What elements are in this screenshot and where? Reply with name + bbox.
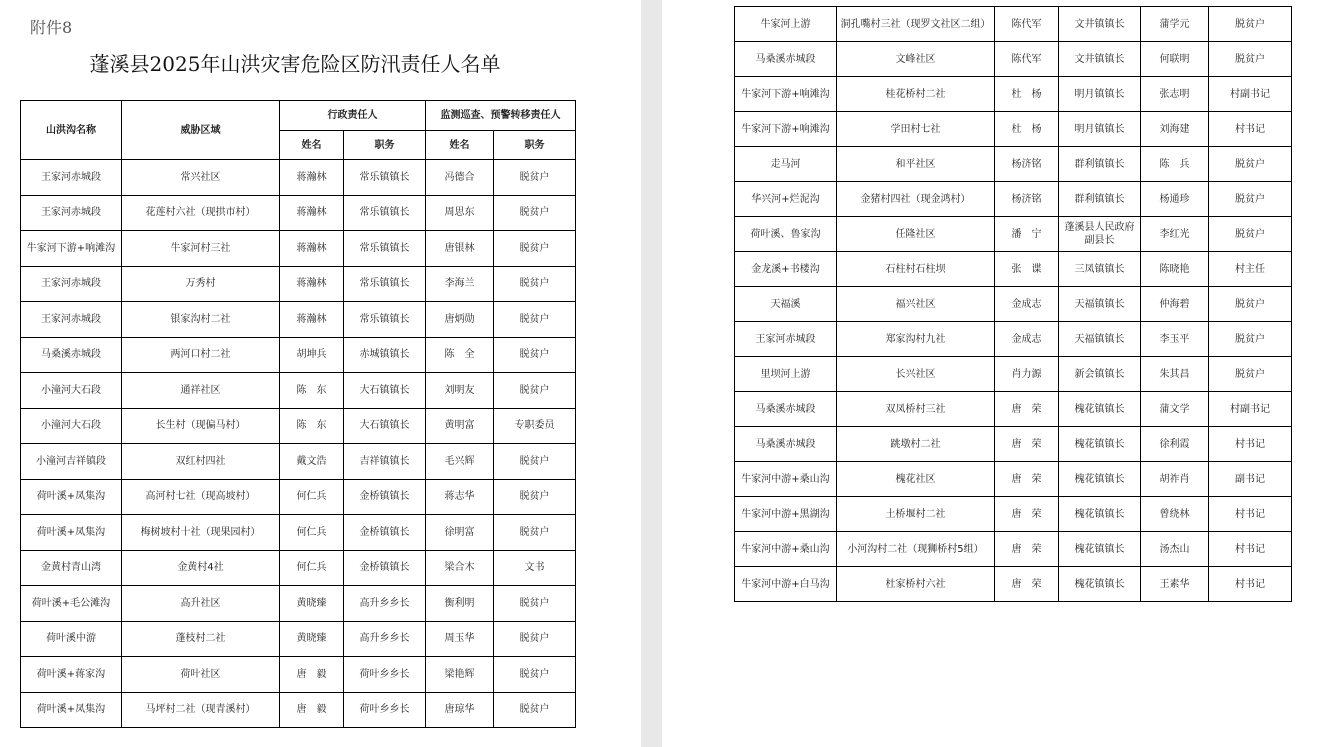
threat-area-cell: 银家沟村二社 bbox=[122, 302, 280, 338]
threat-area-cell: 马坪村二社（现青溪村） bbox=[122, 692, 280, 728]
admin-name-cell: 陈 东 bbox=[280, 408, 344, 444]
admin-name-cell: 张 谍 bbox=[995, 252, 1059, 287]
monitor-name-cell: 衡利明 bbox=[426, 586, 494, 622]
admin-position-cell: 大石镇镇长 bbox=[344, 373, 426, 409]
gully-name-cell: 马桑溪赤城段 bbox=[21, 337, 122, 373]
admin-position-cell: 槐花镇镇长 bbox=[1059, 497, 1141, 532]
gully-name-cell: 牛家河下游+响滩沟 bbox=[21, 231, 122, 267]
admin-name-cell: 杜 杨 bbox=[995, 77, 1059, 112]
monitor-position-cell: 脱贫户 bbox=[494, 586, 576, 622]
monitor-name-cell: 李玉平 bbox=[1141, 322, 1209, 357]
monitor-name-cell: 朱其昌 bbox=[1141, 357, 1209, 392]
admin-name-cell: 陈 东 bbox=[280, 373, 344, 409]
admin-position-cell: 高升乡乡长 bbox=[344, 621, 426, 657]
threat-area-cell: 长生村（现偏马村） bbox=[122, 408, 280, 444]
table-row bbox=[735, 427, 1292, 462]
monitor-position-cell: 脱贫户 bbox=[494, 621, 576, 657]
table-row bbox=[735, 287, 1292, 322]
header-admin-position: 职务 bbox=[344, 131, 426, 160]
threat-area-cell: 槐花社区 bbox=[837, 462, 995, 497]
admin-name-cell: 何仁兵 bbox=[280, 479, 344, 515]
monitor-name-cell: 刘海建 bbox=[1141, 112, 1209, 147]
gully-name-cell: 牛家河中游+白马沟 bbox=[735, 567, 837, 602]
monitor-position-cell: 脱贫户 bbox=[494, 337, 576, 373]
gully-name-cell: 金龙溪+书楼沟 bbox=[735, 252, 837, 287]
admin-position-cell: 高升乡乡长 bbox=[344, 586, 426, 622]
table-row bbox=[21, 444, 576, 480]
monitor-position-cell: 脱贫户 bbox=[1209, 322, 1292, 357]
admin-name-cell: 唐 荣 bbox=[995, 497, 1059, 532]
gully-name-cell: 荷叶溪+凤集沟 bbox=[21, 515, 122, 551]
threat-area-cell: 学田村七社 bbox=[837, 112, 995, 147]
table-row bbox=[21, 515, 576, 551]
threat-area-cell: 桂花桥村二社 bbox=[837, 77, 995, 112]
monitor-position-cell: 村书记 bbox=[1209, 112, 1292, 147]
gully-name-cell: 牛家河下游+响滩沟 bbox=[735, 77, 837, 112]
table-row bbox=[735, 532, 1292, 567]
monitor-name-cell: 唐炳勋 bbox=[426, 302, 494, 338]
gully-name-cell: 马桑溪赤城段 bbox=[735, 392, 837, 427]
threat-area-cell: 福兴社区 bbox=[837, 287, 995, 322]
admin-name-cell: 唐 荣 bbox=[995, 462, 1059, 497]
monitor-position-cell: 脱贫户 bbox=[494, 195, 576, 231]
gully-name-cell: 荷叶溪中游 bbox=[21, 621, 122, 657]
admin-position-cell: 新会镇镇长 bbox=[1059, 357, 1141, 392]
monitor-name-cell: 蒲学元 bbox=[1141, 7, 1209, 42]
admin-position-cell: 荷叶乡乡长 bbox=[344, 657, 426, 693]
gully-name-cell: 荷叶溪、鲁家沟 bbox=[735, 217, 837, 252]
admin-position-cell: 吉祥镇镇长 bbox=[344, 444, 426, 480]
table-row bbox=[21, 160, 576, 196]
threat-area-cell: 高升社区 bbox=[122, 586, 280, 622]
admin-position-cell: 明月镇镇长 bbox=[1059, 77, 1141, 112]
table-row bbox=[21, 657, 576, 693]
admin-name-cell: 杨济铭 bbox=[995, 182, 1059, 217]
gully-name-cell: 荷叶溪+凤集沟 bbox=[21, 479, 122, 515]
header-threat-area: 威胁区域 bbox=[122, 101, 280, 160]
admin-name-cell: 蒋瀚林 bbox=[280, 302, 344, 338]
admin-position-cell: 常乐镇镇长 bbox=[344, 160, 426, 196]
gully-name-cell: 里坝河上游 bbox=[735, 357, 837, 392]
table-row bbox=[735, 252, 1292, 287]
admin-name-cell: 唐 荣 bbox=[995, 392, 1059, 427]
responsibility-table-right bbox=[734, 6, 1292, 602]
admin-name-cell: 陈代军 bbox=[995, 7, 1059, 42]
monitor-position-cell: 脱贫户 bbox=[1209, 287, 1292, 322]
gully-name-cell: 天福溪 bbox=[735, 287, 837, 322]
monitor-position-cell: 脱贫户 bbox=[494, 515, 576, 551]
admin-name-cell: 唐 荣 bbox=[995, 427, 1059, 462]
header-admin-name: 姓名 bbox=[280, 131, 344, 160]
monitor-name-cell: 黄明富 bbox=[426, 408, 494, 444]
monitor-position-cell: 副书记 bbox=[1209, 462, 1292, 497]
threat-area-cell: 梅树坡村十社（现果园村） bbox=[122, 515, 280, 551]
monitor-name-cell: 冯德合 bbox=[426, 160, 494, 196]
monitor-name-cell: 王素华 bbox=[1141, 567, 1209, 602]
table-row bbox=[21, 373, 576, 409]
monitor-name-cell: 刘明友 bbox=[426, 373, 494, 409]
admin-position-cell: 金桥镇镇长 bbox=[344, 515, 426, 551]
gully-name-cell: 荷叶溪+毛公滩沟 bbox=[21, 586, 122, 622]
gully-name-cell: 王家河赤城段 bbox=[21, 195, 122, 231]
admin-position-cell: 明月镇镇长 bbox=[1059, 112, 1141, 147]
admin-position-cell: 常乐镇镇长 bbox=[344, 302, 426, 338]
admin-name-cell: 唐 荣 bbox=[995, 532, 1059, 567]
monitor-name-cell: 仲海碧 bbox=[1141, 287, 1209, 322]
gully-name-cell: 王家河赤城段 bbox=[735, 322, 837, 357]
table-row bbox=[21, 408, 576, 444]
admin-position-cell: 金桥镇镇长 bbox=[344, 479, 426, 515]
threat-area-cell: 双红村四社 bbox=[122, 444, 280, 480]
monitor-position-cell: 脱贫户 bbox=[1209, 182, 1292, 217]
table-row bbox=[21, 586, 576, 622]
gully-name-cell: 荷叶溪+凤集沟 bbox=[21, 692, 122, 728]
admin-position-cell: 槐花镇镇长 bbox=[1059, 532, 1141, 567]
admin-name-cell: 黄晓臻 bbox=[280, 586, 344, 622]
threat-area-cell: 蓬枝村二社 bbox=[122, 621, 280, 657]
admin-position-cell: 常乐镇镇长 bbox=[344, 195, 426, 231]
monitor-position-cell: 脱贫户 bbox=[1209, 7, 1292, 42]
monitor-name-cell: 周玉华 bbox=[426, 621, 494, 657]
gully-name-cell: 王家河赤城段 bbox=[21, 302, 122, 338]
threat-area-cell: 金猪村四社（现金鸿村） bbox=[837, 182, 995, 217]
gully-name-cell: 马桑溪赤城段 bbox=[735, 42, 837, 77]
monitor-name-cell: 陈 兵 bbox=[1141, 147, 1209, 182]
header-monitor-position: 职务 bbox=[494, 131, 576, 160]
monitor-name-cell: 何联明 bbox=[1141, 42, 1209, 77]
table-row bbox=[735, 182, 1292, 217]
table-row bbox=[21, 266, 576, 302]
monitor-position-cell: 脱贫户 bbox=[1209, 147, 1292, 182]
monitor-name-cell: 唐银林 bbox=[426, 231, 494, 267]
monitor-position-cell: 脱贫户 bbox=[494, 373, 576, 409]
admin-name-cell: 潘 宁 bbox=[995, 217, 1059, 252]
attachment-label: 附件8 bbox=[30, 18, 73, 37]
document-title: 蓬溪县2025年山洪灾害危险区防汛责任人名单 bbox=[89, 52, 501, 76]
monitor-name-cell: 李红光 bbox=[1141, 217, 1209, 252]
admin-position-cell: 槐花镇镇长 bbox=[1059, 427, 1141, 462]
gully-name-cell: 荷叶溪+蒋家沟 bbox=[21, 657, 122, 693]
gully-name-cell: 走马河 bbox=[735, 147, 837, 182]
admin-position-cell: 常乐镇镇长 bbox=[344, 266, 426, 302]
table-row bbox=[735, 357, 1292, 392]
threat-area-cell: 文峰社区 bbox=[837, 42, 995, 77]
gully-name-cell: 王家河赤城段 bbox=[21, 160, 122, 196]
table-row bbox=[735, 497, 1292, 532]
admin-name-cell: 何仁兵 bbox=[280, 515, 344, 551]
monitor-name-cell: 陈晓艳 bbox=[1141, 252, 1209, 287]
admin-name-cell: 肖力源 bbox=[995, 357, 1059, 392]
monitor-name-cell: 徐明富 bbox=[426, 515, 494, 551]
monitor-position-cell: 脱贫户 bbox=[494, 692, 576, 728]
threat-area-cell: 任隆社区 bbox=[837, 217, 995, 252]
threat-area-cell: 万秀村 bbox=[122, 266, 280, 302]
table-row bbox=[735, 322, 1292, 357]
monitor-name-cell: 唐琼华 bbox=[426, 692, 494, 728]
admin-position-cell: 常乐镇镇长 bbox=[344, 231, 426, 267]
table-row bbox=[21, 195, 576, 231]
monitor-name-cell: 周思东 bbox=[426, 195, 494, 231]
monitor-position-cell: 脱贫户 bbox=[494, 266, 576, 302]
threat-area-cell: 花莲村六社（现拱市村） bbox=[122, 195, 280, 231]
monitor-name-cell: 梁合木 bbox=[426, 550, 494, 586]
monitor-position-cell: 脱贫户 bbox=[494, 479, 576, 515]
threat-area-cell: 和平社区 bbox=[837, 147, 995, 182]
monitor-name-cell: 曾绕林 bbox=[1141, 497, 1209, 532]
gully-name-cell: 牛家河中游+桑山沟 bbox=[735, 532, 837, 567]
admin-position-cell: 三凤镇镇长 bbox=[1059, 252, 1141, 287]
admin-name-cell: 金成志 bbox=[995, 287, 1059, 322]
table-row bbox=[21, 231, 576, 267]
admin-name-cell: 杜 杨 bbox=[995, 112, 1059, 147]
header-gully-name: 山洪沟名称 bbox=[21, 101, 122, 160]
table-row bbox=[21, 337, 576, 373]
table-row bbox=[735, 217, 1292, 252]
table-row bbox=[735, 77, 1292, 112]
monitor-position-cell: 脱贫户 bbox=[494, 231, 576, 267]
monitor-position-cell: 村书记 bbox=[1209, 497, 1292, 532]
header-monitor-responsible: 监测巡查、预警转移责任人 bbox=[426, 101, 576, 131]
document-page-1 bbox=[0, 0, 641, 747]
table-row bbox=[21, 479, 576, 515]
admin-position-cell: 文井镇镇长 bbox=[1059, 7, 1141, 42]
admin-name-cell: 杨济铭 bbox=[995, 147, 1059, 182]
monitor-name-cell: 汤杰山 bbox=[1141, 532, 1209, 567]
admin-position-cell: 大石镇镇长 bbox=[344, 408, 426, 444]
monitor-position-cell: 村书记 bbox=[1209, 532, 1292, 567]
admin-name-cell: 蒋瀚林 bbox=[280, 160, 344, 196]
monitor-position-cell: 村书记 bbox=[1209, 427, 1292, 462]
gully-name-cell: 牛家河中游+桑山沟 bbox=[735, 462, 837, 497]
monitor-name-cell: 毛兴辉 bbox=[426, 444, 494, 480]
gully-name-cell: 牛家河上游 bbox=[735, 7, 837, 42]
header-admin-responsible: 行政责任人 bbox=[280, 101, 426, 131]
gully-name-cell: 小潼河大石段 bbox=[21, 408, 122, 444]
monitor-position-cell: 脱贫户 bbox=[1209, 217, 1292, 252]
admin-position-cell: 荷叶乡乡长 bbox=[344, 692, 426, 728]
gully-name-cell: 马桑溪赤城段 bbox=[735, 427, 837, 462]
threat-area-cell: 郑家沟村九社 bbox=[837, 322, 995, 357]
table-row bbox=[735, 147, 1292, 182]
monitor-position-cell: 脱贫户 bbox=[494, 160, 576, 196]
monitor-name-cell: 蒲文学 bbox=[1141, 392, 1209, 427]
threat-area-cell: 通祥社区 bbox=[122, 373, 280, 409]
table-row bbox=[735, 462, 1292, 497]
threat-area-cell: 常兴社区 bbox=[122, 160, 280, 196]
monitor-position-cell: 脱贫户 bbox=[494, 657, 576, 693]
table-row bbox=[735, 112, 1292, 147]
threat-area-cell: 高河村七社（现高坡村） bbox=[122, 479, 280, 515]
monitor-position-cell: 村副书记 bbox=[1209, 77, 1292, 112]
admin-name-cell: 黄晓臻 bbox=[280, 621, 344, 657]
gully-name-cell: 牛家河下游+响滩沟 bbox=[735, 112, 837, 147]
threat-area-cell: 双凤桥村三社 bbox=[837, 392, 995, 427]
admin-position-cell: 槐花镇镇长 bbox=[1059, 462, 1141, 497]
monitor-name-cell: 梁艳辉 bbox=[426, 657, 494, 693]
table-row bbox=[21, 692, 576, 728]
monitor-position-cell: 文书 bbox=[494, 550, 576, 586]
monitor-position-cell: 村副书记 bbox=[1209, 392, 1292, 427]
admin-position-cell: 金桥镇镇长 bbox=[344, 550, 426, 586]
admin-name-cell: 金成志 bbox=[995, 322, 1059, 357]
admin-position-cell: 蓬溪县人民政府副县长 bbox=[1059, 217, 1141, 252]
threat-area-cell: 金黄村4社 bbox=[122, 550, 280, 586]
threat-area-cell: 跳墩村二社 bbox=[837, 427, 995, 462]
monitor-position-cell: 脱贫户 bbox=[494, 444, 576, 480]
admin-name-cell: 何仁兵 bbox=[280, 550, 344, 586]
table-row bbox=[735, 392, 1292, 427]
threat-area-cell: 牛家河村三社 bbox=[122, 231, 280, 267]
monitor-position-cell: 脱贫户 bbox=[1209, 357, 1292, 392]
monitor-name-cell: 徐利霞 bbox=[1141, 427, 1209, 462]
admin-name-cell: 蒋瀚林 bbox=[280, 195, 344, 231]
threat-area-cell: 土桥堰村二社 bbox=[837, 497, 995, 532]
monitor-position-cell: 专职委员 bbox=[494, 408, 576, 444]
threat-area-cell: 两河口村二社 bbox=[122, 337, 280, 373]
threat-area-cell: 石柱村石柱坝 bbox=[837, 252, 995, 287]
admin-name-cell: 胡坤兵 bbox=[280, 337, 344, 373]
monitor-position-cell: 脱贫户 bbox=[494, 302, 576, 338]
admin-position-cell: 天福镇镇长 bbox=[1059, 322, 1141, 357]
threat-area-cell: 杜家桥村六社 bbox=[837, 567, 995, 602]
admin-name-cell: 唐 毅 bbox=[280, 657, 344, 693]
table-row bbox=[21, 302, 576, 338]
admin-position-cell: 文井镇镇长 bbox=[1059, 42, 1141, 77]
table-row bbox=[735, 7, 1292, 42]
gully-name-cell: 王家河赤城段 bbox=[21, 266, 122, 302]
admin-name-cell: 戴文浩 bbox=[280, 444, 344, 480]
admin-position-cell: 群利镇镇长 bbox=[1059, 182, 1141, 217]
monitor-position-cell: 村主任 bbox=[1209, 252, 1292, 287]
monitor-name-cell: 蒋志华 bbox=[426, 479, 494, 515]
header-monitor-name: 姓名 bbox=[426, 131, 494, 160]
admin-position-cell: 槐花镇镇长 bbox=[1059, 567, 1141, 602]
responsibility-table-left bbox=[20, 100, 576, 728]
admin-name-cell: 唐 毅 bbox=[280, 692, 344, 728]
gully-name-cell: 华兴河+烂泥沟 bbox=[735, 182, 837, 217]
admin-name-cell: 陈代军 bbox=[995, 42, 1059, 77]
admin-name-cell: 蒋瀚林 bbox=[280, 266, 344, 302]
monitor-name-cell: 李海兰 bbox=[426, 266, 494, 302]
monitor-name-cell: 张志明 bbox=[1141, 77, 1209, 112]
table-row bbox=[21, 550, 576, 586]
table-row bbox=[21, 621, 576, 657]
gully-name-cell: 小潼河吉祥镇段 bbox=[21, 444, 122, 480]
admin-name-cell: 蒋瀚林 bbox=[280, 231, 344, 267]
admin-position-cell: 槐花镇镇长 bbox=[1059, 392, 1141, 427]
monitor-position-cell: 脱贫户 bbox=[1209, 42, 1292, 77]
table-row bbox=[735, 42, 1292, 77]
threat-area-cell: 小河沟村二社（现狮桥村5组） bbox=[837, 532, 995, 567]
gully-name-cell: 小潼河大石段 bbox=[21, 373, 122, 409]
gully-name-cell: 金黄村青山湾 bbox=[21, 550, 122, 586]
admin-name-cell: 唐 荣 bbox=[995, 567, 1059, 602]
monitor-name-cell: 杨通珍 bbox=[1141, 182, 1209, 217]
monitor-position-cell: 村书记 bbox=[1209, 567, 1292, 602]
monitor-name-cell: 胡祚肖 bbox=[1141, 462, 1209, 497]
threat-area-cell: 洞孔嘴村三社（现罗文社区二组） bbox=[837, 7, 995, 42]
admin-position-cell: 赤城镇镇长 bbox=[344, 337, 426, 373]
table-row bbox=[735, 567, 1292, 602]
admin-position-cell: 天福镇镇长 bbox=[1059, 287, 1141, 322]
threat-area-cell: 荷叶社区 bbox=[122, 657, 280, 693]
gully-name-cell: 牛家河中游+黑湖沟 bbox=[735, 497, 837, 532]
monitor-name-cell: 陈 全 bbox=[426, 337, 494, 373]
threat-area-cell: 长兴社区 bbox=[837, 357, 995, 392]
admin-position-cell: 群利镇镇长 bbox=[1059, 147, 1141, 182]
